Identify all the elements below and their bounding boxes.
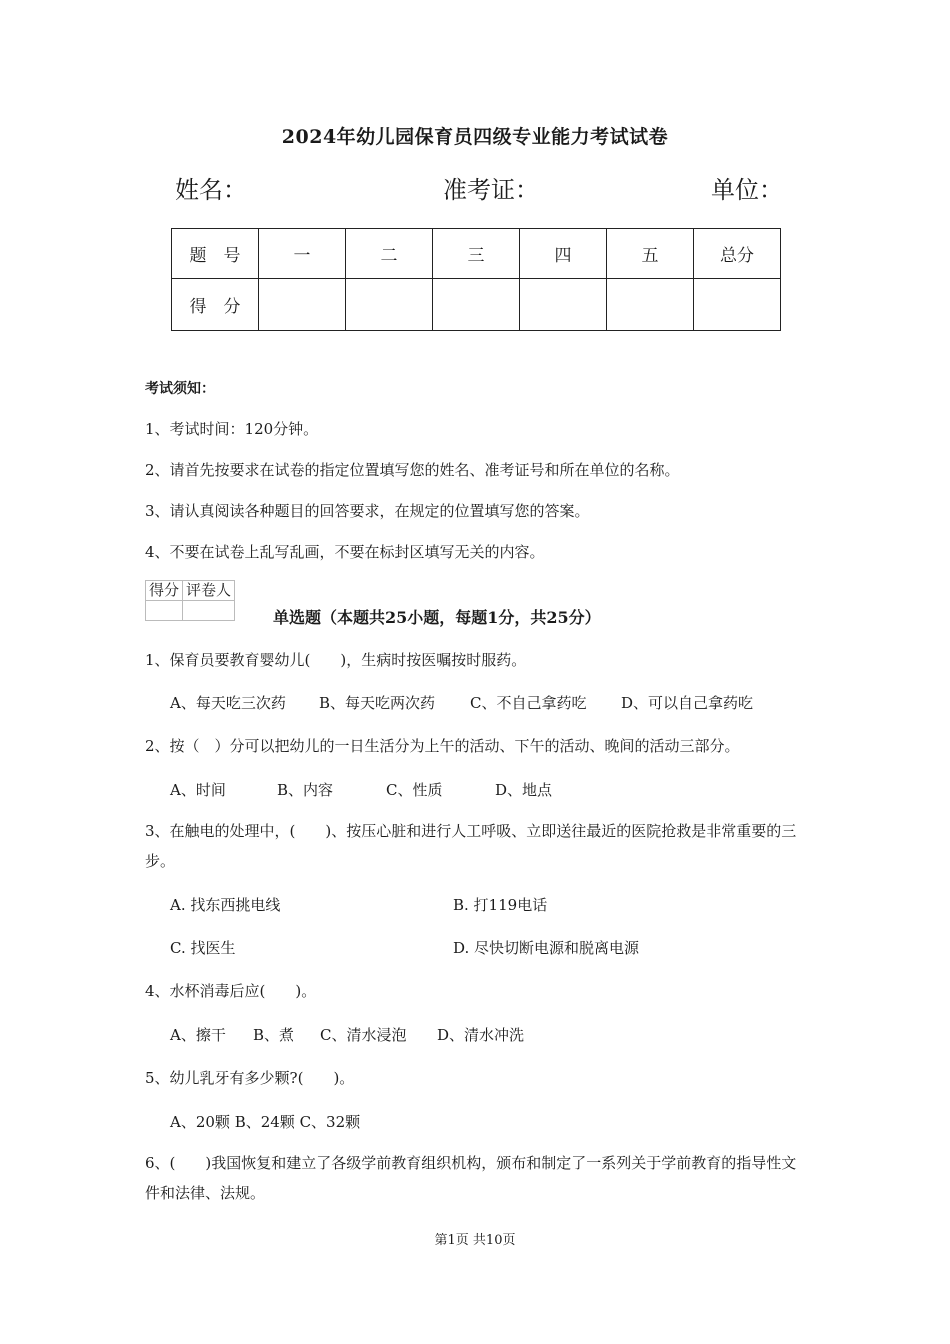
score-table	[171, 228, 781, 331]
question-stem: 1、保育员要教育婴幼儿( )，生病时按医嘱按时服药。	[145, 651, 527, 669]
question-option: D. 尽快切断电源和脱离电源	[453, 939, 640, 957]
score-table-score-row	[172, 279, 781, 331]
question-option: D、清水冲洗	[437, 1026, 525, 1044]
question-option: C、性质	[386, 781, 443, 799]
question-stem: 3、在触电的处理中，( )、按压心脏和进行人工呼吸、立即送往最近的医院抢救是非常重要的三步。	[145, 822, 797, 870]
score-table-header-cell: 五	[607, 229, 694, 279]
score-cell[interactable]	[259, 279, 346, 331]
score-table-header-cell: 二	[346, 229, 433, 279]
score-cell[interactable]	[520, 279, 607, 331]
score-cell[interactable]	[433, 279, 520, 331]
question-option: B、内容	[277, 781, 334, 799]
score-table-header-cell: 题 号	[172, 229, 259, 279]
name-field-label: 姓名：	[175, 176, 247, 204]
section-title: 单选题（本题共25小题，每题1分，共25分）	[273, 608, 601, 627]
score-table-header-cell: 四	[520, 229, 607, 279]
notice-heading: 考试须知：	[145, 381, 215, 397]
page-footer: 第1页 共10页	[434, 1233, 516, 1248]
page-title: 2024年幼儿园保育员四级专业能力考试试卷	[281, 126, 669, 148]
question-stem: 2、按（ ）分可以把幼儿的一日生活分为上午的活动、下午的活动、晚间的活动三部分。	[145, 737, 740, 755]
question-stem: 4、水杯消毒后应( )。	[145, 982, 317, 1000]
question-stem: 6、( )我国恢复和建立了各级学前教育组织机构，颁布和制定了一系列关于学前教育的指导性文件和法律、法规。	[145, 1154, 797, 1202]
question-option: A、擦干	[170, 1026, 226, 1044]
grader-score-cell[interactable]	[146, 601, 183, 621]
score-cell[interactable]	[607, 279, 694, 331]
score-table-header-cell: 三	[433, 229, 520, 279]
notice-item: 2、请首先按要求在试卷的指定位置填写您的姓名、准考证号和所在单位的名称。	[145, 461, 680, 479]
notice-item: 4、不要在试卷上乱写乱画，不要在标封区填写无关的内容。	[145, 543, 545, 561]
question-option: C. 找医生	[170, 939, 236, 957]
grader-box	[145, 580, 235, 621]
score-table-header-cell: 一	[259, 229, 346, 279]
question-stem: 5、幼儿乳牙有多少颗?( )。	[145, 1069, 355, 1087]
score-table-header-row	[172, 229, 781, 279]
question-option: B、煮	[253, 1026, 295, 1044]
question-option: C、不自己拿药吃	[470, 694, 587, 712]
question-option: B. 打119电话	[453, 896, 548, 914]
unit-field-label: 单位：	[711, 176, 783, 204]
score-cell[interactable]	[346, 279, 433, 331]
question-option: D、可以自己拿药吃	[621, 694, 754, 712]
exam-id-field-label: 准考证：	[443, 176, 539, 204]
question-option: D、地点	[495, 781, 553, 799]
grader-name-label: 评卷人	[183, 581, 235, 601]
question-option: B、每天吃两次药	[319, 694, 436, 712]
notice-item: 1、考试时间：120分钟。	[145, 420, 319, 438]
score-table-header-cell: 总分	[694, 229, 781, 279]
question-option: A、每天吃三次药	[170, 694, 286, 712]
score-cell[interactable]	[694, 279, 781, 331]
score-row-label: 得 分	[172, 279, 259, 331]
grader-name-cell[interactable]	[183, 601, 235, 621]
question-option: C、清水浸泡	[320, 1026, 407, 1044]
notice-item: 3、请认真阅读各种题目的回答要求，在规定的位置填写您的答案。	[145, 502, 590, 520]
grader-score-label: 得分	[146, 581, 183, 601]
question-option: A. 找东西挑电线	[170, 896, 281, 914]
question-options-line: A、20颗 B、24颗 C、32颗	[170, 1113, 361, 1131]
question-option: A、时间	[170, 781, 226, 799]
